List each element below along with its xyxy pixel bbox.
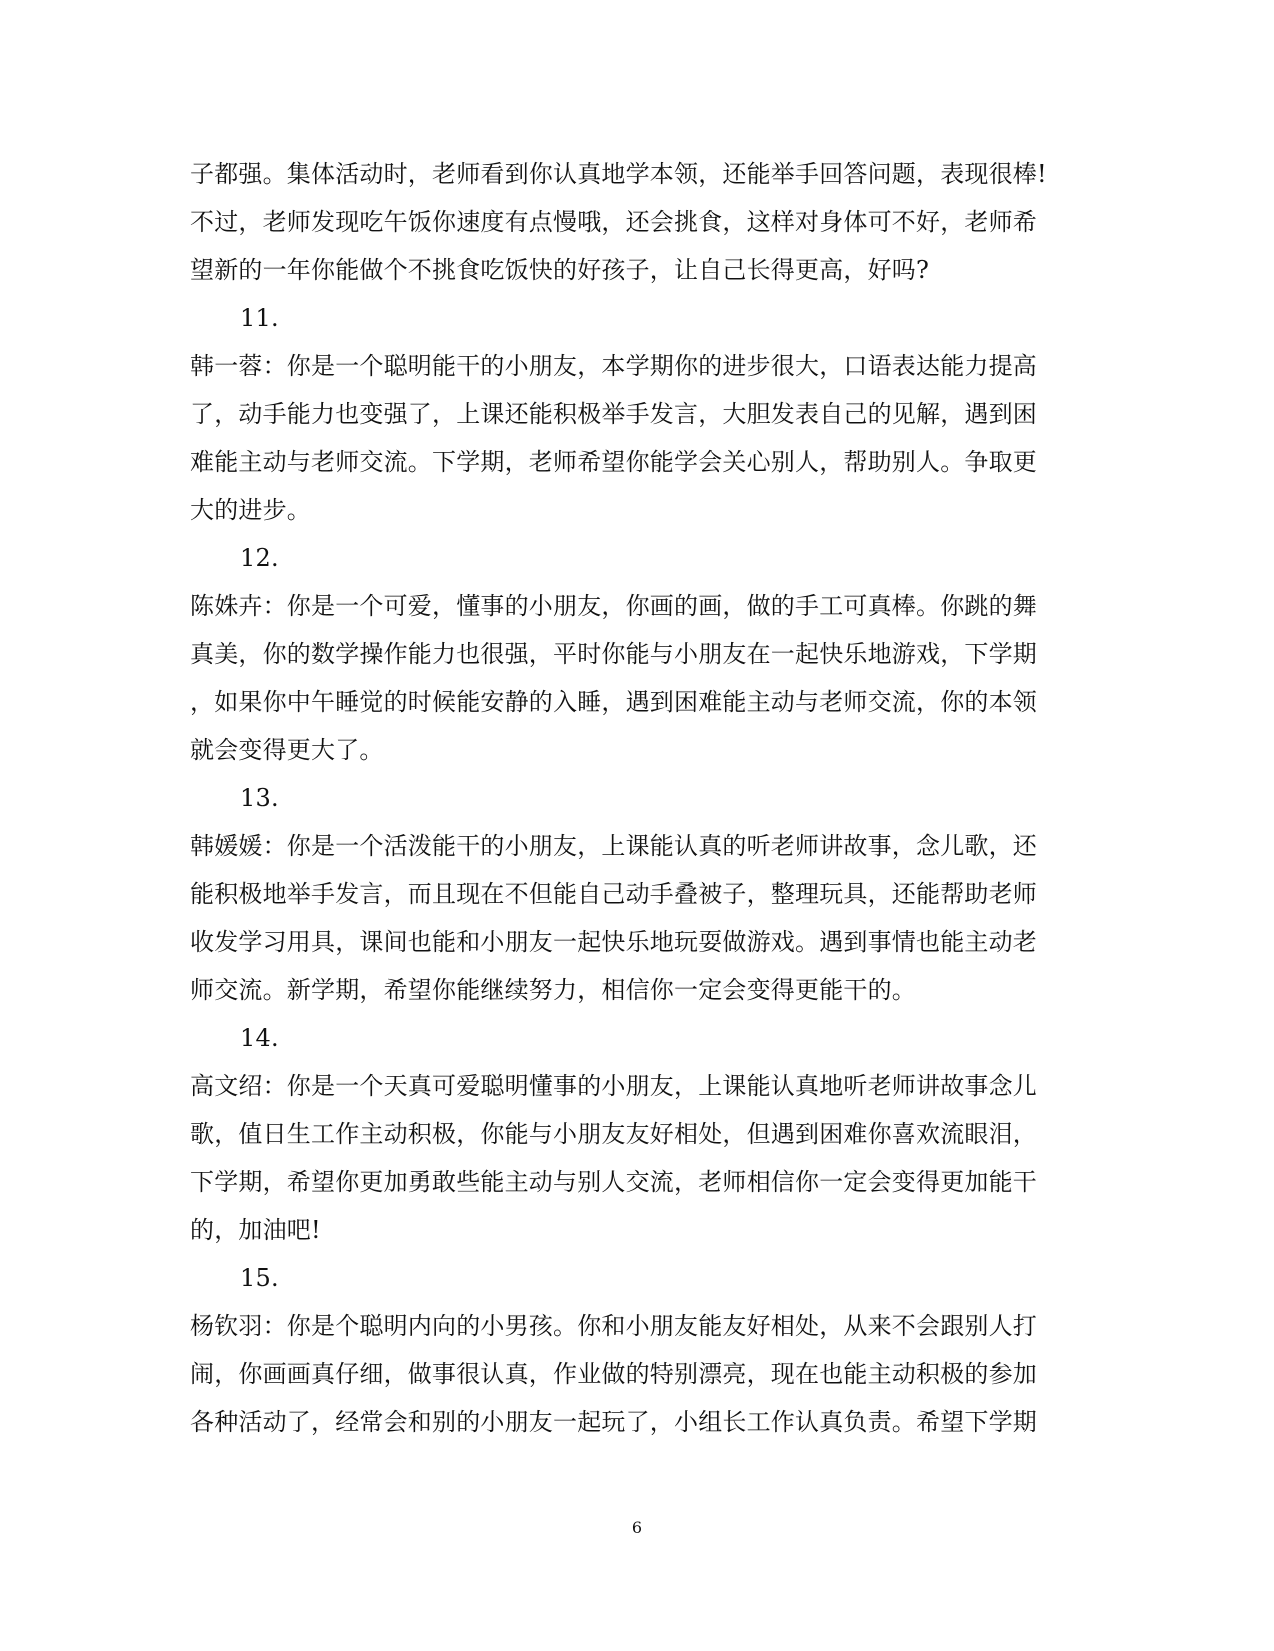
text-line: 闹，你画画真仔细，做事很认真，作业做的特别漂亮，现在也能主动积极的参加 xyxy=(190,1360,1037,1388)
text-line: 韩媛媛：你是一个活泼能干的小朋友，上课能认真的听老师讲故事，念儿歌，还 xyxy=(190,832,1037,860)
text-line: 师交流。新学期，希望你能继续努力，相信你一定会变得更能干的。 xyxy=(190,976,916,1004)
text-line: 大的进步。 xyxy=(190,496,311,524)
text-line: 陈姝卉：你是一个可爱，懂事的小朋友，你画的画，做的手工可真棒。你跳的舞 xyxy=(190,592,1037,620)
text-line: 真美，你的数学操作能力也很强，平时你能与小朋友在一起快乐地游戏，下学期 xyxy=(190,640,1037,668)
item-number: 14. xyxy=(240,1024,279,1052)
text-line: 下学期，希望你更加勇敢些能主动与别人交流，老师相信你一定会变得更加能干 xyxy=(190,1168,1037,1196)
text-line: 能积极地举手发言，而且现在不但能自己动手叠被子，整理玩具，还能帮助老师 xyxy=(190,880,1037,908)
text-line: 就会变得更大了。 xyxy=(190,736,384,764)
text-line: ，如果你中午睡觉的时候能安静的入睡，遇到困难能主动与老师交流，你的本领 xyxy=(190,688,1037,716)
item-number: 11. xyxy=(240,304,279,332)
text-line: 各种活动了，经常会和别的小朋友一起玩了，小组长工作认真负责。希望下学期 xyxy=(190,1408,1037,1436)
text-line: 了，动手能力也变强了，上课还能积极举手发言，大胆发表自己的见解，遇到困 xyxy=(190,400,1037,428)
text-line: 高文绍：你是一个天真可爱聪明懂事的小朋友，上课能认真地听老师讲故事念儿 xyxy=(190,1072,1037,1100)
text-line: 歌，值日生工作主动积极，你能与小朋友友好相处，但遇到困难你喜欢流眼泪， xyxy=(190,1120,1037,1148)
page-number: 6 xyxy=(631,1518,643,1537)
document-body xyxy=(190,150,1070,1446)
text-line: 不过，老师发现吃午饭你速度有点慢哦，还会挑食，这样对身体可不好，老师希 xyxy=(190,208,1037,236)
text-line: 的，加油吧! xyxy=(190,1216,321,1244)
item-number: 13. xyxy=(240,784,279,812)
text-line: 杨钦羽：你是个聪明内向的小男孩。你和小朋友能友好相处，从来不会跟别人打 xyxy=(190,1312,1037,1340)
text-line: 难能主动与老师交流。下学期，老师希望你能学会关心别人，帮助别人。争取更 xyxy=(190,448,1037,476)
text-line: 韩一蓉：你是一个聪明能干的小朋友，本学期你的进步很大，口语表达能力提高 xyxy=(190,352,1037,380)
text-line: 望新的一年你能做个不挑食吃饭快的好孩子，让自己长得更高，好吗? xyxy=(190,256,930,284)
item-number: 15. xyxy=(240,1264,279,1292)
item-number: 12. xyxy=(240,544,279,572)
text-line: 子都强。集体活动时，老师看到你认真地学本领，还能举手回答问题，表现很棒! xyxy=(190,160,1047,188)
text-line: 收发学习用具，课间也能和小朋友一起快乐地玩耍做游戏。遇到事情也能主动老 xyxy=(190,928,1037,956)
